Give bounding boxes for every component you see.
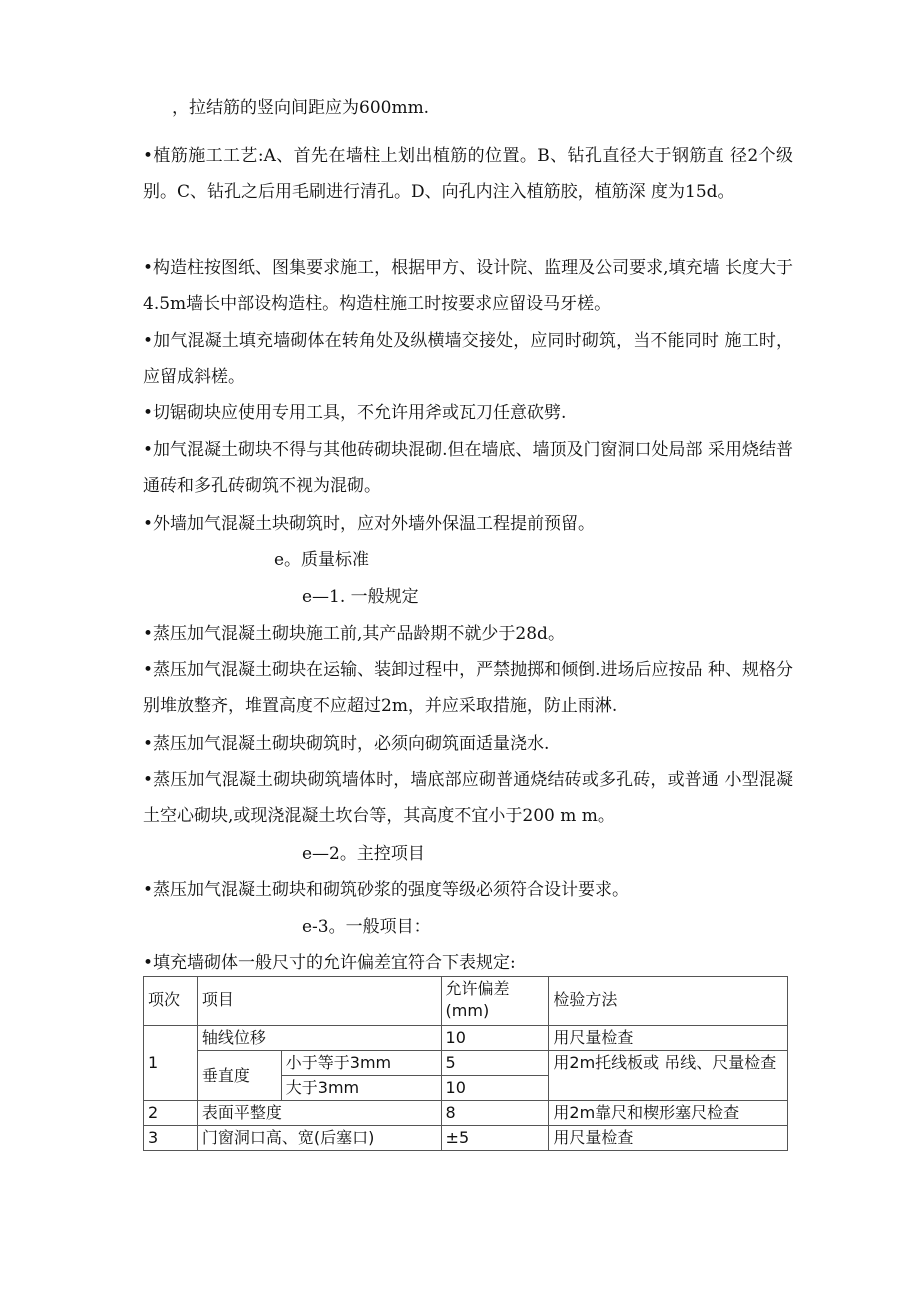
text-line: •蒸压加气混凝土砌块施工前,其产品龄期不就少于28d。 (143, 624, 565, 644)
paragraph-rebar-process (143, 138, 793, 210)
table-cell: 3 (144, 1126, 198, 1151)
paragraph-mixed-masonry (143, 432, 793, 504)
table-cell: 用尺量检查 (549, 1026, 788, 1051)
paragraph-wall-base (143, 762, 793, 834)
header-cell: 项目 (197, 977, 441, 1026)
paragraph-text: •蒸压加气混凝土砌块在运输、装卸过程中，严禁抛掷和倾倒.进场后应按品 种、规格分别堆放整齐，堆置高度不应超过2m，并应采取措施，防止雨淋. (143, 660, 793, 716)
tolerance-table (143, 976, 788, 1151)
table-row (144, 1051, 788, 1076)
section-heading: e。质量标准 (274, 550, 370, 570)
table-cell: 表面平整度 (197, 1101, 441, 1126)
table-cell: 用尺量检查 (549, 1126, 788, 1151)
paragraph-corner-masonry (143, 323, 793, 395)
text-line: •蒸压加气混凝土砌块和砌筑砂浆的强度等级必须符合设计要求。 (143, 880, 630, 900)
text-line: •切锯砌块应使用专用工具，不允许用斧或瓦刀任意砍劈. (143, 403, 567, 423)
header-cell: 项次 (144, 977, 198, 1026)
paragraph-structural-column (143, 250, 793, 322)
header-cell: 检验方法 (549, 977, 788, 1026)
table-cell: 小于等于3mm (281, 1051, 441, 1076)
paragraph-text: •植筋施工工艺:A、首先在墙柱上划出植筋的位置。B、钻孔直径大于钢筋直 径2个级别。C、钻孔之后用毛刷进行清孔。D、向孔内注入植筋胶，植筋深 度为15d。 (143, 146, 793, 202)
text-line: •蒸压加气混凝土砌块砌筑时，必须向砌筑面适量浇水. (143, 734, 550, 754)
table-cell: 垂直度 (197, 1051, 281, 1101)
table-cell: 用2m靠尺和楔形塞尺检查 (549, 1101, 788, 1126)
table-cell: 2 (144, 1101, 198, 1126)
table-row (144, 1126, 788, 1151)
table-cell: 10 (441, 1026, 549, 1051)
table-row (144, 1101, 788, 1126)
table-cell: 10 (441, 1076, 549, 1101)
table-caption: •填充墙砌体一般尺寸的允许偏差宜符合下表规定: (143, 953, 516, 973)
paragraph-text: •构造柱按图纸、图集要求施工，根据甲方、设计院、监理及公司要求,填充墙 长度大于4.5m墙长中部设构造柱。构造柱施工时按要求应留设马牙槎。 (143, 258, 793, 314)
table-cell: 大于3mm (281, 1076, 441, 1101)
subsection-heading: e-3。一般项目： (302, 917, 431, 937)
table-cell: 轴线位移 (197, 1026, 441, 1051)
header-cell: 允许偏差(mm) (441, 977, 549, 1026)
text-line: •外墙加气混凝土块砌筑时，应对外墙外保温工程提前预留。 (143, 514, 596, 534)
table-cell: 用2m托线板或 吊线、尺量检查 (549, 1051, 788, 1101)
subsection-heading: e—2。主控项目 (302, 844, 425, 864)
text-line: ，拉结筋的竖向间距应为600mm. (172, 98, 430, 118)
table-header-row (144, 977, 788, 1026)
paragraph-text: •加气混凝土填充墙砌体在转角处及纵横墙交接处，应同时砌筑，当不能同时 施工时，应留成斜槎。 (143, 331, 793, 387)
table-cell: 门窗洞口高、宽(后塞口) (197, 1126, 441, 1151)
table-cell: ±5 (441, 1126, 549, 1151)
paragraph-text: •蒸压加气混凝土砌块砌筑墙体时，墙底部应砌普通烧结砖或多孔砖，或普通 小型混凝土空心砌块,或现浇混凝土坎台等，其高度不宜小于200 m m。 (143, 770, 793, 826)
subsection-heading: e—1. 一般规定 (302, 587, 419, 607)
paragraph-transport (143, 652, 793, 724)
table-cell: 5 (441, 1051, 549, 1076)
table-cell: 1 (144, 1026, 198, 1101)
table-cell: 8 (441, 1101, 549, 1126)
paragraph-text: •加气混凝土砌块不得与其他砖砌块混砌.但在墙底、墙顶及门窗洞口处局部 采用烧结普通砖和多孔砖砌筑不视为混砌。 (143, 440, 793, 496)
table-row (144, 1026, 788, 1051)
